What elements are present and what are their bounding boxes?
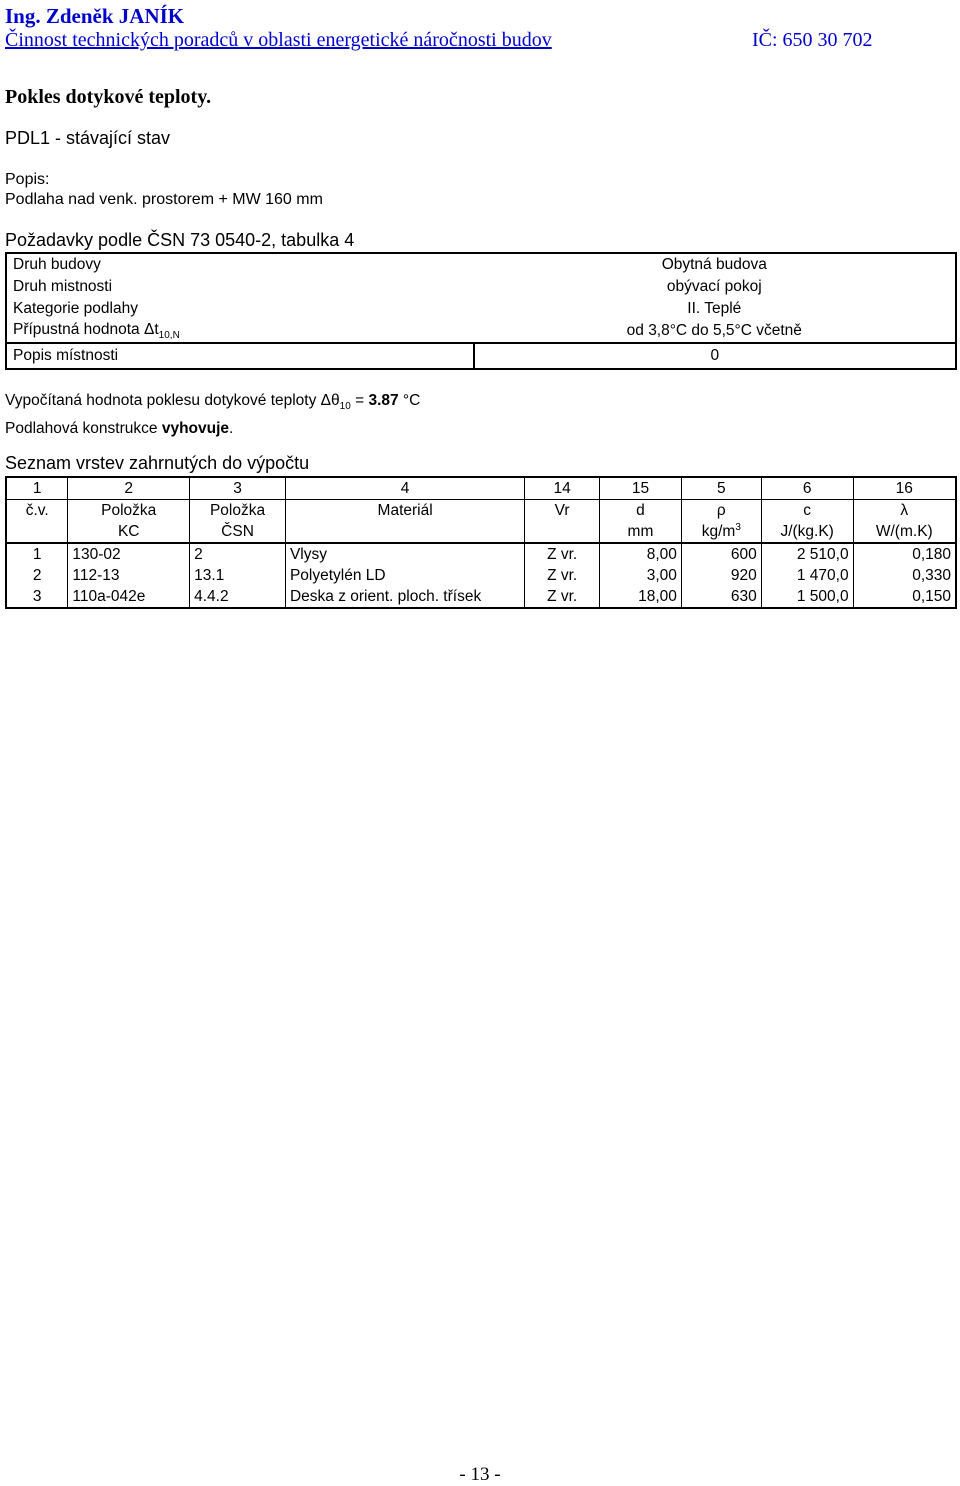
requirement-row [6,253,956,276]
result-value: 3.87 [368,392,399,409]
layer-density: 920 [681,565,761,586]
column-number: 6 [761,477,853,500]
page-number: - 13 - [459,1464,501,1485]
result-subscript: 10 [339,401,351,413]
variant-label: PDL1 - stávající stav [5,128,171,148]
room-label: Popis místnosti [6,343,474,369]
allowed-label-cell [6,320,474,343]
conclusion-prefix: Podlahová konstrukce [5,420,162,438]
requirement-label: Kategorie podlahy [13,300,138,317]
requirement-row-allowed [6,320,956,343]
column-number: 2 [68,477,190,500]
column-unit: ČSN [190,521,286,543]
column-unit [285,521,524,543]
column-unit [525,521,600,543]
layer-heat-capacity: 1 500,0 [761,586,853,608]
layer-density: 600 [681,543,761,565]
result-text: Vypočítaná hodnota poklesu dotykové teploty [5,392,321,409]
requirement-value: II. Teplé [687,300,742,317]
column-name: Materiál [285,500,524,522]
layer-material: Deska z orient. ploch. třísek [285,586,524,608]
layer-thickness: 8,00 [600,543,682,565]
document-header [5,4,955,52]
column-names-row [6,500,956,522]
layer-vr: Z vr. [525,586,600,608]
layer-number: 3 [32,587,42,605]
column-units-row [6,521,956,543]
column-number: 15 [600,477,682,500]
requirement-label: Druh budovy [13,256,101,273]
document-title: Pokles dotykové teploty. [5,86,212,108]
layer-material: Polyetylén LD [285,565,524,586]
description-text: Podlaha nad venk. prostorem + MW 160 mm [5,191,323,208]
column-unit: J/(kg.K) [761,521,853,543]
conclusion-value: vyhovuje [161,420,230,438]
conclusion-line [5,418,420,440]
column-unit: W/(m.K) [853,521,956,543]
column-numbers-row [6,477,956,500]
requirement-row [6,298,956,320]
column-name: Vr [525,500,600,522]
layer-material: Vlysy [285,543,524,565]
density-unit: kg/m [701,523,736,541]
column-name: č.v. [25,501,49,519]
requirement-row [6,276,956,298]
column-name: ρ [681,500,761,522]
table-row [6,543,956,565]
allowed-label: Přípustná hodnota [13,320,144,338]
result-equals: = [350,392,369,409]
column-name: d [600,500,682,522]
layer-heat-capacity: 2 510,0 [761,543,853,565]
activity-text: Činnost technických poradců v oblasti energetické náročnosti budov [5,29,552,51]
layer-density: 630 [681,586,761,608]
table-row [6,565,956,586]
layer-item-csn: 13.1 [190,565,286,586]
requirement-value: obývací pokoj [666,278,762,295]
column-number: 14 [525,477,600,500]
layers-table [5,476,957,609]
requirements-table [5,252,957,370]
layer-item-csn: 4.4.2 [190,586,286,608]
column-number: 3 [190,477,286,500]
layer-number: 1 [32,545,42,563]
layer-number: 2 [32,566,42,584]
layer-item-csn: 2 [190,543,286,565]
conclusion-suffix: . [229,420,234,438]
column-unit: mm [600,521,682,543]
density-unit-exponent: 3 [735,521,741,533]
table-row [6,586,956,608]
column-number: 5 [681,477,761,500]
company-id: IČ: 650 30 702 [752,29,873,51]
layer-item-kc: 112-13 [68,565,190,586]
layer-heat-capacity: 1 470,0 [761,565,853,586]
column-unit-density [681,521,761,543]
requirements-heading: Požadavky podle ČSN 73 0540-2, tabulka 4 [5,230,355,250]
layer-conductivity: 0,180 [853,543,956,565]
column-name: c [761,500,853,522]
column-number: 16 [853,477,956,500]
layer-vr: Z vr. [525,543,600,565]
column-name: Položka [68,500,190,522]
calculation-result [5,390,420,440]
column-number: 1 [6,477,68,500]
layers-heading: Seznam vrstev zahrnutých do výpočtu [5,453,310,473]
column-name: Položka [190,500,286,522]
requirement-value: Obytná budova [661,256,767,273]
column-number: 4 [285,477,524,500]
delta-theta-symbol: Δθ [320,392,340,409]
room-row [6,343,956,369]
layer-thickness: 3,00 [600,565,682,586]
layer-vr: Z vr. [525,565,600,586]
column-unit [6,521,68,543]
layer-conductivity: 0,150 [853,586,956,608]
result-unit: °C [398,392,421,409]
layer-conductivity: 0,330 [853,565,956,586]
room-value: 0 [474,343,956,369]
result-line [5,390,420,418]
activity-line [5,28,955,52]
layer-thickness: 18,00 [600,586,682,608]
delta-t-symbol: Δt [144,320,159,338]
layer-item-kc: 130-02 [68,543,190,565]
layer-item-kc: 110a-042e [68,586,190,608]
column-name: λ [853,500,956,522]
description-label: Popis: [5,171,50,188]
allowed-subscript: 10,N [158,330,180,342]
requirement-label: Druh mistnosti [13,278,113,295]
allowed-value: od 3,8°C do 5,5°C včetně [626,322,802,339]
column-unit: KC [68,521,190,543]
author-name: Ing. Zdeněk JANÍK [5,4,185,28]
